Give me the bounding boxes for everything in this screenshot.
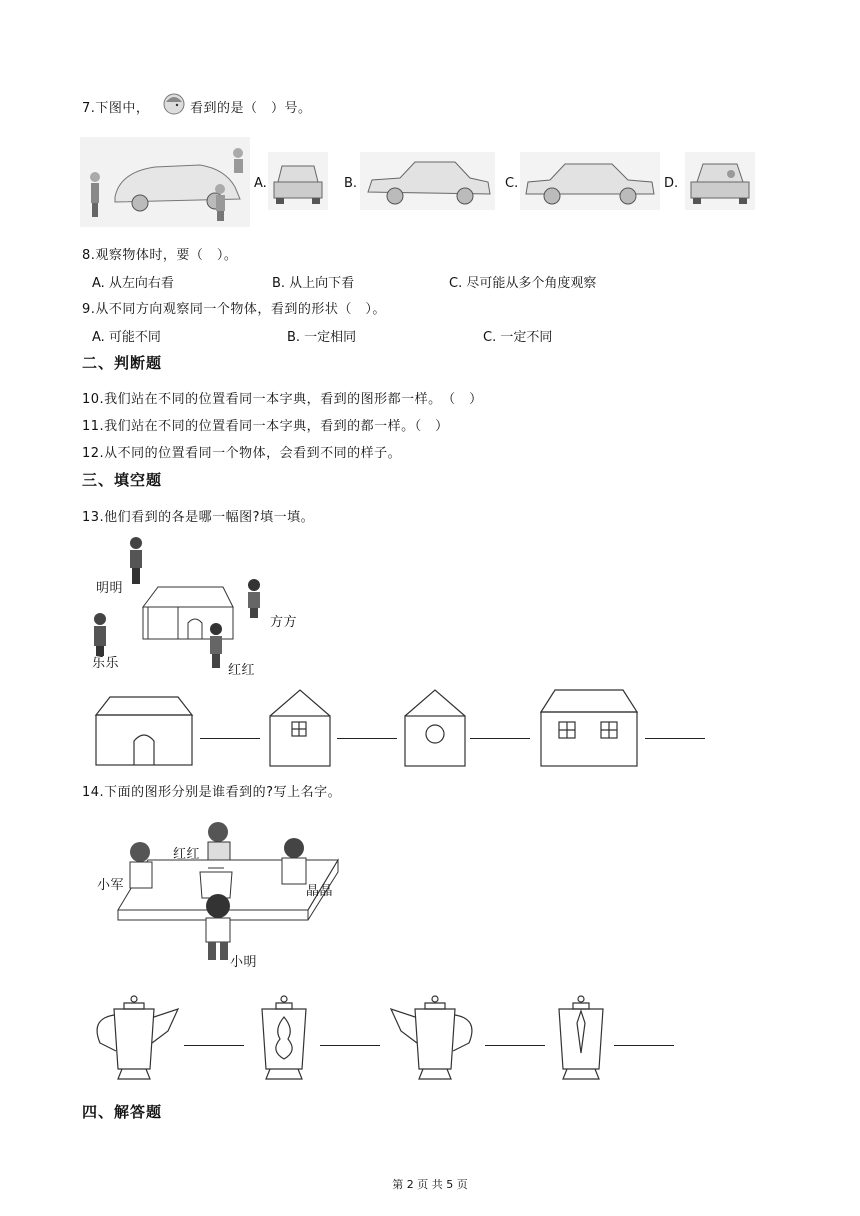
car-front-view-a (268, 152, 328, 210)
q11-text: 11.我们站在不同的位置看同一本字典，看到的都一样。（ ） (82, 419, 449, 434)
xiaoming-figure-icon (206, 894, 230, 960)
section-4-heading: 四、解答题 (82, 1103, 163, 1121)
teapot-view-3 (385, 993, 485, 1083)
q7-option-c[interactable]: C. (505, 176, 519, 191)
q8-option-c[interactable]: C. 尽可能从多个角度观察 (449, 276, 597, 291)
q7-car-scene (80, 137, 250, 227)
teapot-view-2 (254, 993, 314, 1083)
q7-line (82, 97, 149, 116)
q8-option-b[interactable]: B. 从上向下看 (272, 276, 355, 291)
q13-blank-4[interactable] (645, 738, 705, 739)
house-view-2 (268, 688, 332, 768)
q14-blank-3[interactable] (485, 1045, 545, 1046)
fangfang-figure-icon (248, 579, 260, 618)
car-back-view-d (685, 152, 755, 210)
house-view-1 (94, 695, 194, 767)
q12-text: 12.从不同的位置看同一个物体，会看到不同的样子。 (82, 446, 402, 461)
xiaojun-figure-icon (130, 842, 152, 888)
q14-text: 14.下面的图形分别是谁看到的?写上名字。 (82, 785, 342, 800)
page-footer: 第 2 页 共 5 页 (392, 1178, 468, 1191)
q8-option-a[interactable]: A. 从左向右看 (92, 276, 174, 291)
q13-blank-1[interactable] (200, 738, 260, 739)
observer-face-icon (162, 92, 186, 116)
q13-text: 13.他们看到的各是哪一幅图?填一填。 (82, 510, 315, 525)
label-honghong-14: 红红 (173, 847, 201, 862)
teapot-view-4 (553, 993, 609, 1083)
honghong-figure-icon (210, 623, 222, 668)
q14-blank-2[interactable] (320, 1045, 380, 1046)
q7-suffix: 看到的是（ ）号。 (190, 101, 312, 116)
q9-text: 9.从不同方向观察同一个物体，看到的形状（ ）。 (82, 302, 386, 317)
q14-blank-4[interactable] (614, 1045, 674, 1046)
q9-option-a[interactable]: A. 可能不同 (92, 330, 161, 345)
q9-option-b[interactable]: B. 一定相同 (287, 330, 357, 345)
house-view-4 (539, 688, 639, 768)
q10-text: 10.我们站在不同的位置看同一本字典，看到的图形都一样。 （ ） (82, 392, 483, 407)
honghong-figure-icon (208, 822, 230, 860)
section-2-heading: 二、判断题 (82, 354, 163, 372)
q7-option-a[interactable]: A. (254, 176, 267, 191)
q7-option-d[interactable]: D. (664, 176, 679, 191)
q7-prefix: 7.下图中， (82, 101, 150, 116)
jingjing-figure-icon (282, 838, 306, 884)
label-mingming: 明明 (96, 581, 124, 596)
teapot-view-1 (84, 993, 184, 1083)
q13-house-scene (88, 535, 318, 680)
q13-blank-2[interactable] (337, 738, 397, 739)
q7-option-b[interactable]: B. (344, 176, 358, 191)
car-side-view-b (360, 152, 495, 210)
house-view-3 (403, 688, 467, 768)
car-side-view-c (520, 152, 660, 210)
lele-figure-icon (94, 613, 106, 656)
teapot-icon (200, 868, 232, 898)
q8-text: 8.观察物体时，要（ ）。 (82, 248, 238, 263)
q14-blank-1[interactable] (184, 1045, 244, 1046)
person-topright-icon (233, 148, 243, 173)
label-xiaoming: 小明 (230, 955, 258, 970)
label-lele: 乐乐 (92, 656, 120, 671)
label-jingjing: 晶晶 (306, 884, 334, 899)
mingming-figure-icon (130, 537, 142, 584)
section-3-heading: 三、填空题 (82, 471, 163, 489)
label-fangfang: 方方 (270, 615, 298, 630)
label-honghong: 红红 (228, 663, 256, 678)
label-xiaojun: 小军 (97, 878, 125, 893)
q13-blank-3[interactable] (470, 738, 530, 739)
q9-option-c[interactable]: C. 一定不同 (483, 330, 553, 345)
